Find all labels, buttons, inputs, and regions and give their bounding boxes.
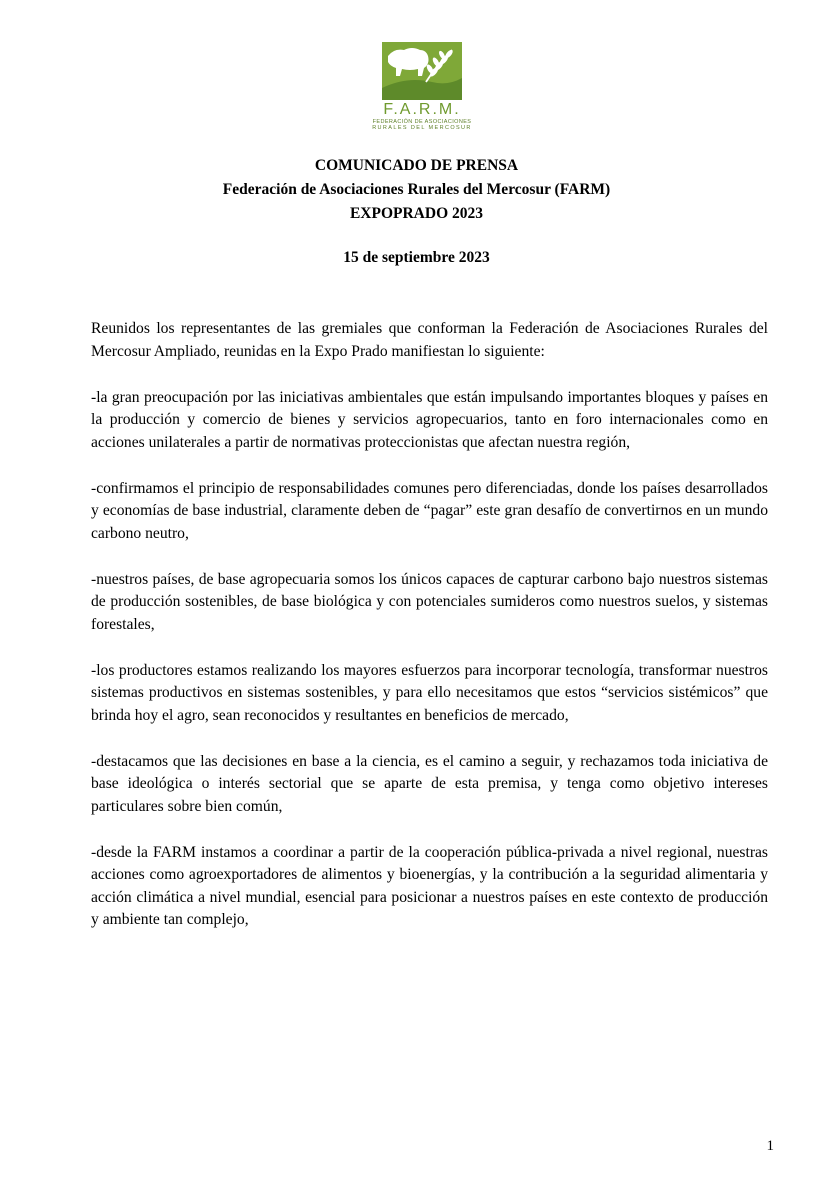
logo-subtitle-line-2: RURALES DEL MERCOSUR xyxy=(372,125,472,131)
document-body xyxy=(91,318,768,955)
release-date: 15 de septiembre 2023 xyxy=(343,249,490,266)
paragraph-point: -nuestros países, de base agropecuaria somos los únicos capaces de capturar carbono bajo nuestros sistemas de producción sostenibles, de base biológica y con potenciales sumideros como nuestros suelos, y sistemas forestales, xyxy=(91,570,768,633)
logo-acronym: F.A.R.M. xyxy=(383,101,461,118)
farm-logo xyxy=(370,42,474,130)
paragraph-intro: Reunidos los representantes de las gremiales que conforman la Federación de Asociaciones Rurales del Mercosur Ampliado, reunidas en la Expo Prado manifiestan lo siguiente: xyxy=(91,320,768,360)
paragraph-point: -destacamos que las decisiones en base a la ciencia, es el camino a seguir, y rechazamos toda iniciativa de base ideológica o interés sectorial que se aparte de esta premisa, y tenga como objetivo intereses particulares sobre bien común, xyxy=(91,752,768,815)
page-number: 1 xyxy=(766,1138,774,1154)
cow-wheat-icon xyxy=(382,42,462,100)
paragraph-point: -desde la FARM instamos a coordinar a partir de la cooperación pública-privada a nivel regional, nuestras acciones como agroexportadores de alimentos y bioenergías, y la contribución a la seguridad alimentaria y acción climática a nivel mundial, esencial para posicionar a nuestros países en este contexto de producción y ambiente tan complejo, xyxy=(91,843,768,928)
paragraph-point: -los productores estamos realizando los mayores esfuerzos para incorporar tecnología, transformar nuestros sistemas productivos en sistemas sostenibles, y para ello necesitamos que estos “servicios sistémicos” que brinda hoy el agro, sean reconocidos y resultantes en beneficios de mercado, xyxy=(91,661,768,724)
organization-name: Federación de Asociaciones Rurales del Mercosur (FARM) xyxy=(222,181,611,198)
logo-subtitle-line-1: FEDERACIÓN DE ASOCIACIONES xyxy=(372,119,472,125)
event-name: EXPOPRADO 2023 xyxy=(349,205,484,222)
press-release-title: COMUNICADO DE PRENSA xyxy=(314,157,519,174)
logo-emblem xyxy=(382,42,462,100)
paragraph-point: -la gran preocupación por las iniciativas ambientales que están impulsando importantes bloques y países en la producción y comercio de bienes y servicios agropecuarios, tanto en foro internacionales como en acciones unilaterales a partir de normativas proteccionistas que afectan nuestra región, xyxy=(91,388,768,451)
paragraph-point: -confirmamos el principio de responsabilidades comunes pero diferenciadas, donde los países desarrollados y economías de base industrial, claramente deben de “pagar” este gran desafío de convertirnos en un mundo carbono neutro, xyxy=(91,479,768,542)
